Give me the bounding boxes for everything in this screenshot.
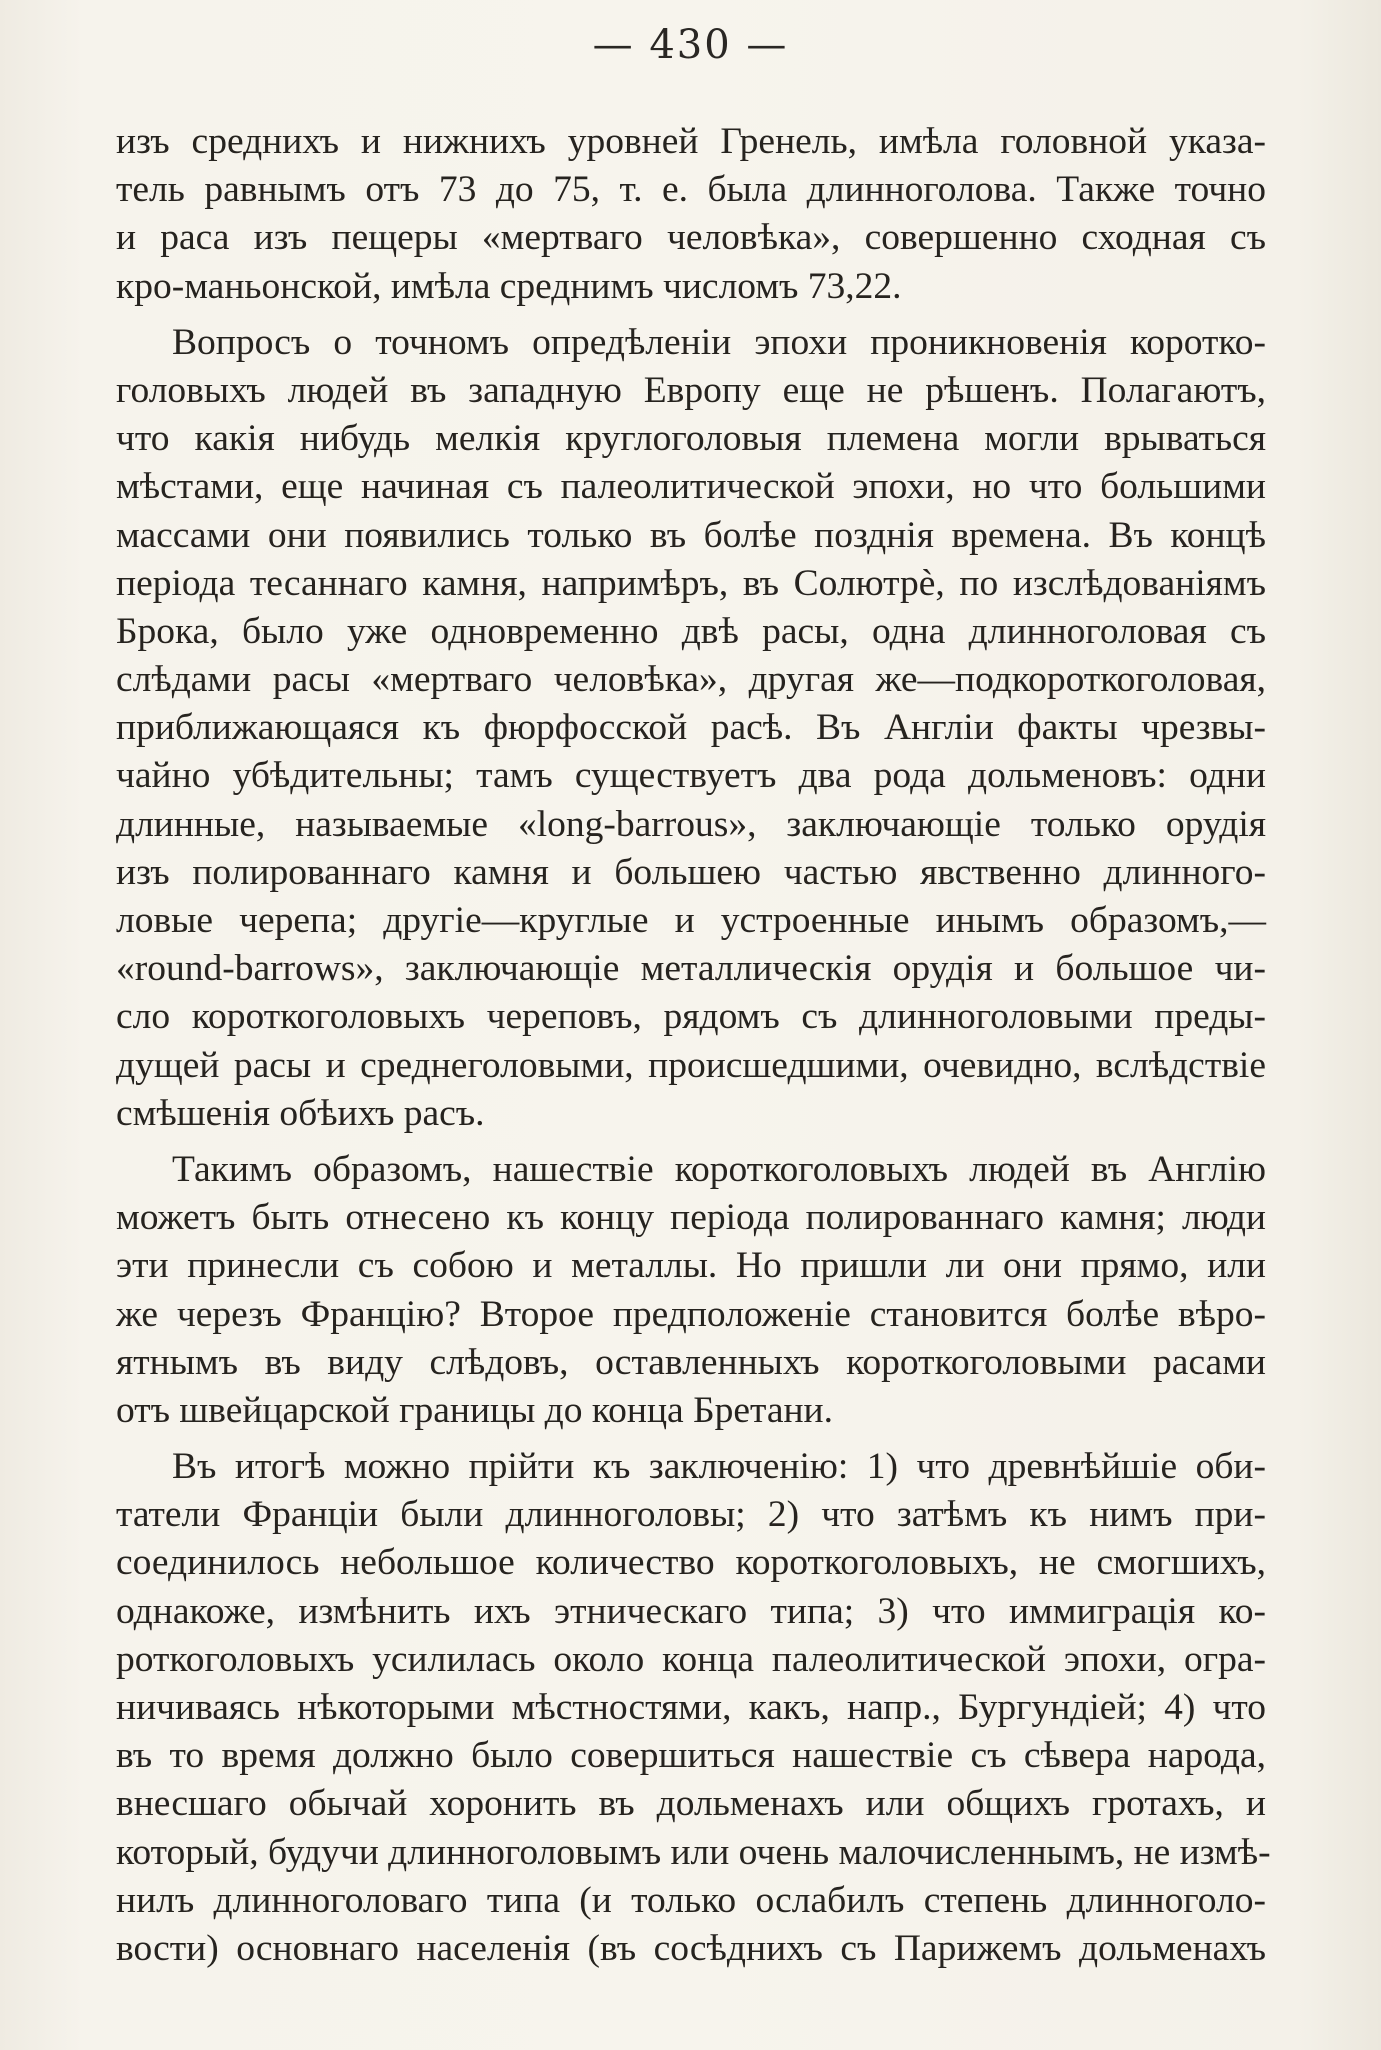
text-line: головыхъ людей въ западную Европу еще не рѣшенъ. Полагаютъ,: [116, 369, 1266, 411]
text-line: Въ итогѣ можно прійти къ заключенію: 1) что древнѣйшіе оби-: [172, 1446, 1266, 1488]
paragraph-2: [116, 319, 1266, 1138]
text-line: дущей расы и среднеголовыми, происшедшими, очевидно, вслѣдствіе: [116, 1044, 1266, 1086]
paragraph-1: [116, 118, 1266, 311]
text-line: длинные, называемые «long-barrous», заключающіе только орудія: [116, 803, 1266, 845]
text-line: эти принесли съ собою и металлы. Но пришли ли они прямо, или: [116, 1245, 1266, 1287]
page-number: — 430 —: [592, 22, 789, 68]
text-line: внесшаго обычай хоронить въ дольменахъ или общихъ гротахъ, и: [116, 1783, 1266, 1825]
text-line: ятнымъ въ виду слѣдовъ, оставленныхъ короткоголовыми расами: [116, 1341, 1266, 1383]
text-line: однакоже, измѣнить ихъ этническаго типа; 3) что иммиграція ко-: [116, 1590, 1266, 1632]
text-line: роткоголовыхъ усилилась около конца палеолитической эпохи, огра-: [116, 1638, 1266, 1680]
text-line: сло короткоголовыхъ череповъ, рядомъ съ длинноголовыми преды-: [116, 996, 1266, 1038]
paragraph-4: [116, 1443, 1271, 1973]
text-line: изъ среднихъ и нижнихъ уровней Гренель, имѣла головной указа-: [116, 121, 1266, 162]
text-line: приближающаяся къ фюрфосской расѣ. Въ Англіи факты чрезвы-: [116, 707, 1266, 749]
text-line: Вопросъ о точномъ опредѣленіи эпохи проникновенія коротко-: [172, 321, 1266, 363]
text-line: массами они появились только въ болѣе позднія времена. Въ концѣ: [116, 514, 1266, 556]
text-line: Брока, было уже одновременно двѣ расы, одна длинноголовая съ: [116, 610, 1266, 652]
text-line: слѣдами расы «мертваго человѣка», другая же—подкороткоголовая,: [116, 659, 1266, 701]
text-line: татели Франціи были длинноголовы; 2) что затѣмъ къ нимъ при-: [116, 1494, 1266, 1536]
text-line: Такимъ образомъ, нашествіе короткоголовыхъ людей въ Англію: [172, 1148, 1266, 1190]
text-line: въ то время должно было совершиться нашествіе съ сѣвера народа,: [116, 1735, 1266, 1777]
text-line: отъ швейцарской границы до конца Бретани.: [116, 1389, 834, 1431]
text-line: и раса изъ пещеры «мертваго человѣка», совершенно сходная съ: [116, 217, 1266, 259]
text-line: тель равнымъ отъ 73 до 75, т. е. была длинноголова. Также точно: [116, 169, 1266, 211]
body-text: [116, 118, 1271, 1973]
text-line: кро-маньонской, имѣла среднимъ числомъ 73,22.: [116, 265, 902, 307]
text-line: можетъ быть отнесено къ концу періода полированнаго камня; люди: [116, 1197, 1266, 1239]
text-line: «round-barrows», заключающіе металлическія орудія и большое чи-: [116, 948, 1266, 990]
text-line: ловые черепа; другіе—круглые и устроенные инымъ образомъ,—: [116, 900, 1266, 941]
text-line: чайно убѣдительны; тамъ существуетъ два рода дольменовъ: одни: [116, 755, 1266, 797]
text-line: же черезъ Францію? Второе предположеніе становится болѣе вѣро-: [116, 1293, 1266, 1335]
text-line: нилъ длинноголоваго типа (и только ослабилъ степень длинноголо-: [116, 1879, 1266, 1921]
paragraph-3: [116, 1146, 1266, 1435]
text-line: вости) основнаго населенія (въ сосѣднихъ съ Парижемъ дольменахъ: [116, 1927, 1266, 1969]
text-line: мѣстами, еще начиная съ палеолитической эпохи, но что большими: [116, 466, 1266, 508]
text-line: что какія нибудь мелкія круглоголовыя племена могли врываться: [116, 418, 1266, 460]
text-line: который, будучи длинноголовымъ или очень малочисленнымъ, не измѣ-: [116, 1831, 1271, 1873]
text-line: соединилось небольшое количество короткоголовыхъ, не смогшихъ,: [116, 1542, 1266, 1584]
text-line: періода тесаннаго камня, напримѣръ, въ Солютрѐ, по изслѣдованіямъ: [116, 562, 1266, 604]
text-line: изъ полированнаго камня и большею частью явственно длинного-: [116, 851, 1266, 893]
text-line: смѣшенія обѣихъ расъ.: [116, 1092, 485, 1134]
text-line: ничиваясь нѣкоторыми мѣстностями, какъ, напр., Бургундіей; 4) что: [116, 1687, 1266, 1728]
